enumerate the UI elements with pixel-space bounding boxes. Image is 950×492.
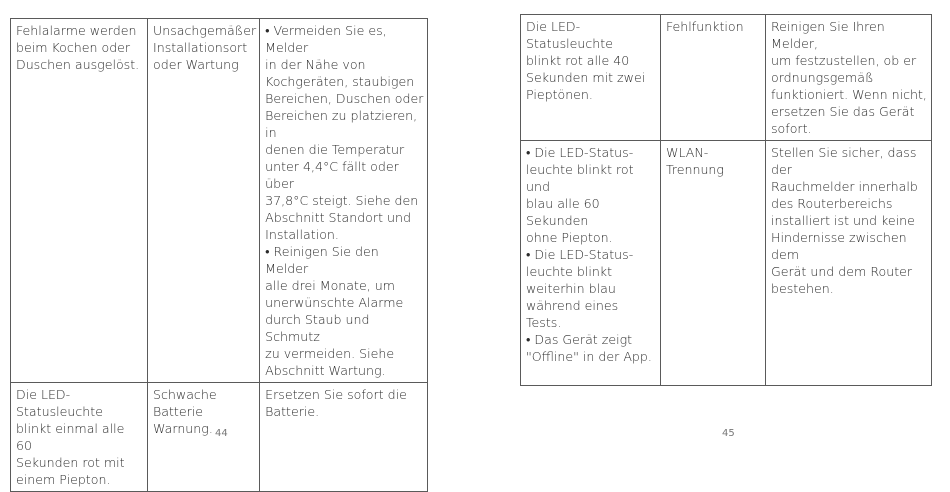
problem-cell: Fehlalarme werden beim Kochen oder Duschen ausgelöst. — [11, 19, 148, 383]
left-page — [0, 0, 475, 487]
solution-cell: • Vermeiden Sie es, Melder in der Nähe von Kochgeräten, staubigen Bereichen, Duschen oder Bereichen zu platzieren, in denen die Temperatur unter 4,4°C fällt oder über 37,8°C steigt. Siehe den Abschnitt Standort und Installation. • Reinigen Sie den Melder alle drei Monate, um unerwünschte Alarme durch Staub und Schmutz zu vermeiden. Siehe Abschnitt Wartung. — [260, 19, 428, 383]
problem-cell: Die LED-Statusleuchte blinkt einmal alle 60 Sekunden rot mit einem Piepton. — [11, 383, 148, 492]
page-number: 45 — [722, 428, 735, 439]
troubleshooting-table-right — [520, 14, 932, 386]
cause-cell: Fehlfunktion — [661, 15, 766, 141]
cause-cell: WLAN-Trennung — [661, 141, 766, 386]
solution-cell: Ersetzen Sie sofort die Batterie. — [260, 383, 428, 492]
troubleshooting-table-left — [10, 18, 428, 492]
page-number: 44 — [215, 428, 228, 439]
solution-cell: Stellen Sie sicher, dass der Rauchmelder innerhalb des Routerbereichs installiert ist und keine Hindernisse zwischen dem Gerät und dem Router bestehen. — [766, 141, 932, 386]
cause-cell: Schwache Batterie Warnung. — [148, 383, 260, 492]
right-page — [475, 0, 950, 445]
cause-cell: Unsachgemäßer Installationsort oder Wartung — [148, 19, 260, 383]
table-row — [11, 19, 428, 383]
table-row — [521, 15, 932, 141]
solution-cell: Reinigen Sie Ihren Melder, um festzustellen, ob er ordnungsgemäß funktioniert. Wenn nicht, ersetzen Sie das Gerät sofort. — [766, 15, 932, 141]
problem-cell: • Die LED-Status- leuchte blinkt rot und blau alle 60 Sekunden ohne Piepton. • Die LED-Status- leuchte blinkt weiterhin blau während eines Tests. • Das Gerät zeigt "Offline" in der App. — [521, 141, 661, 386]
table-row — [521, 141, 932, 386]
problem-cell: Die LED-Statusleuchte blinkt rot alle 40 Sekunden mit zwei Pieptönen. — [521, 15, 661, 141]
